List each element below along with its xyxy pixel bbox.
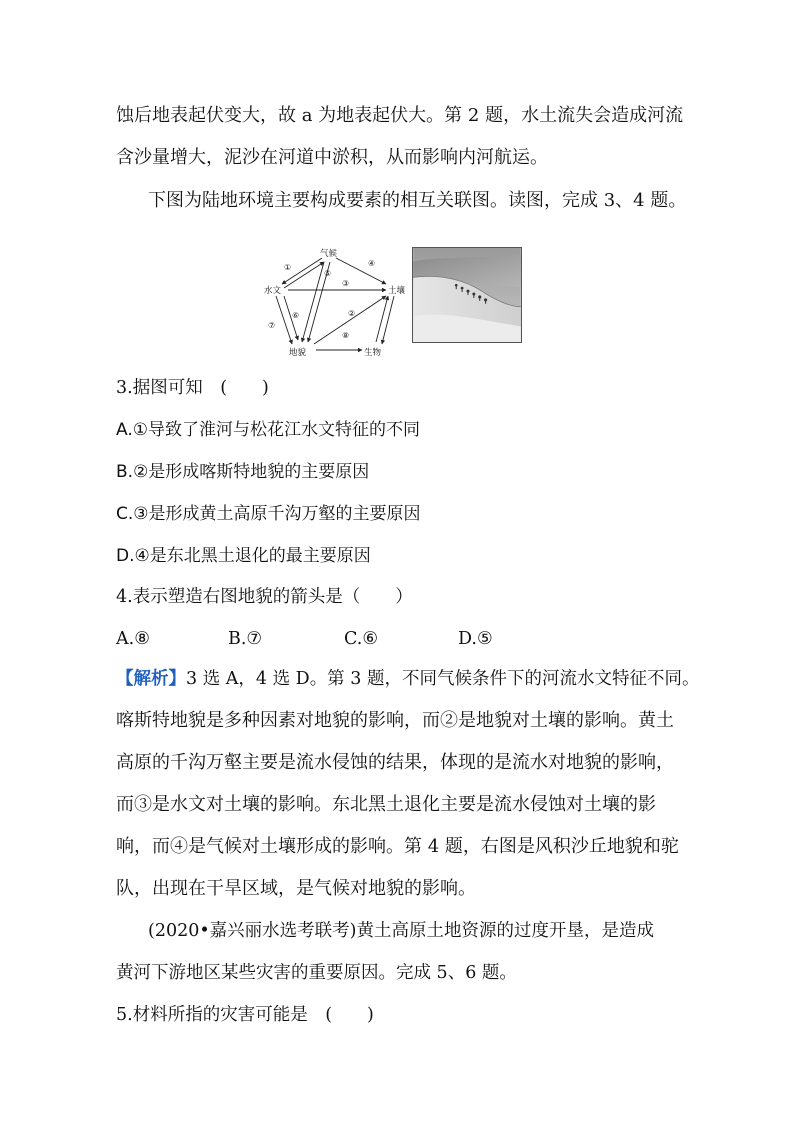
land-environment-relation-diagram	[262, 246, 412, 358]
material-line-2: 黄河下游地区某些灾害的重要原因。完成 5、6 题。	[116, 963, 517, 983]
node-hydrology: 水文	[264, 286, 282, 296]
analysis-line-4: 而③是水文对土壤的影响。东北黑土退化主要是流水侵蚀对土壤的影	[116, 794, 656, 815]
analysis-line-6: 队，出现在干旱区域，是气候对地貌的影响。	[116, 878, 476, 899]
intro-line-2: 含沙量增大，泥沙在河道中淤积，从而影响内河航运。	[116, 147, 548, 168]
analysis-line-3: 高原的千沟万壑主要是流水侵蚀的结果，体现的是流水对地貌的影响，	[116, 752, 674, 773]
node-biology: 生物	[364, 348, 382, 358]
analysis-line-1	[116, 668, 699, 690]
q5-stem: 5.材料所指的灾害可能是 ( )	[116, 1005, 374, 1025]
q3-option-b: B.②是形成喀斯特地貌的主要原因	[116, 462, 370, 482]
node-climate: 气候	[320, 249, 338, 259]
intro-line-1: 蚀后地表起伏变大，故 a 为地表起伏大。第 2 题，水土流失会造成河流	[116, 105, 684, 126]
q4-option-d: D.⑤	[458, 629, 493, 649]
arrow-label-8: ⑧	[342, 331, 350, 340]
analysis-line-2: 喀斯特地貌是多种因素对地貌的影响，而②是地貌对土壤的影响。黄土	[116, 710, 674, 731]
arrow-label-1: ①	[284, 263, 292, 272]
analysis-line-5: 响，而④是气候对土壤形成的影响。第 4 题，右图是风积沙丘地貌和驼	[116, 836, 679, 857]
q4-stem: 4.表示塑造右图地貌的箭头是（ ）	[116, 587, 413, 607]
analysis-tag: 【解析】	[116, 669, 186, 689]
q4-option-c: C.⑥	[344, 629, 379, 649]
q3-option-c: C.③是形成黄土高原千沟万壑的主要原因	[116, 504, 421, 524]
q3-option-a: A.①导致了淮河与松花江水文特征的不同	[116, 420, 420, 440]
q3-option-d: D.④是东北黑土退化的最主要原因	[116, 546, 371, 566]
arrow-8	[382, 296, 394, 344]
analysis-text-1: 3 选 A，4 选 D。第 3 题，不同气候条件下的河流水文特征不同。	[186, 669, 700, 689]
q4-option-b: B.⑦	[228, 629, 263, 649]
arrow-7	[276, 296, 292, 344]
q3-stem: 3.据图可知 ( )	[116, 378, 269, 398]
arrow-2	[314, 296, 386, 344]
node-landform: 地貌	[289, 348, 307, 358]
arrow-label-2: ②	[348, 309, 356, 318]
arrow-label-5: ⑤	[324, 269, 332, 278]
node-soil: 土壤	[388, 286, 406, 296]
desert-dune-photo	[412, 247, 522, 343]
arrow-label-3: ③	[342, 279, 350, 288]
diagram-intro: 下图为陆地环境主要构成要素的相互关联图。读图，完成 3、4 题。	[148, 190, 687, 211]
arrow-label-7: ⑦	[268, 321, 276, 330]
q4-option-a: A.⑧	[116, 629, 150, 649]
arrow-label-6: ⑥	[292, 311, 300, 320]
arrow-label-4: ④	[368, 259, 376, 268]
material-line-1: (2020•嘉兴丽水选考联考)黄土高原土地资源的过度开垦，是造成	[148, 921, 655, 941]
